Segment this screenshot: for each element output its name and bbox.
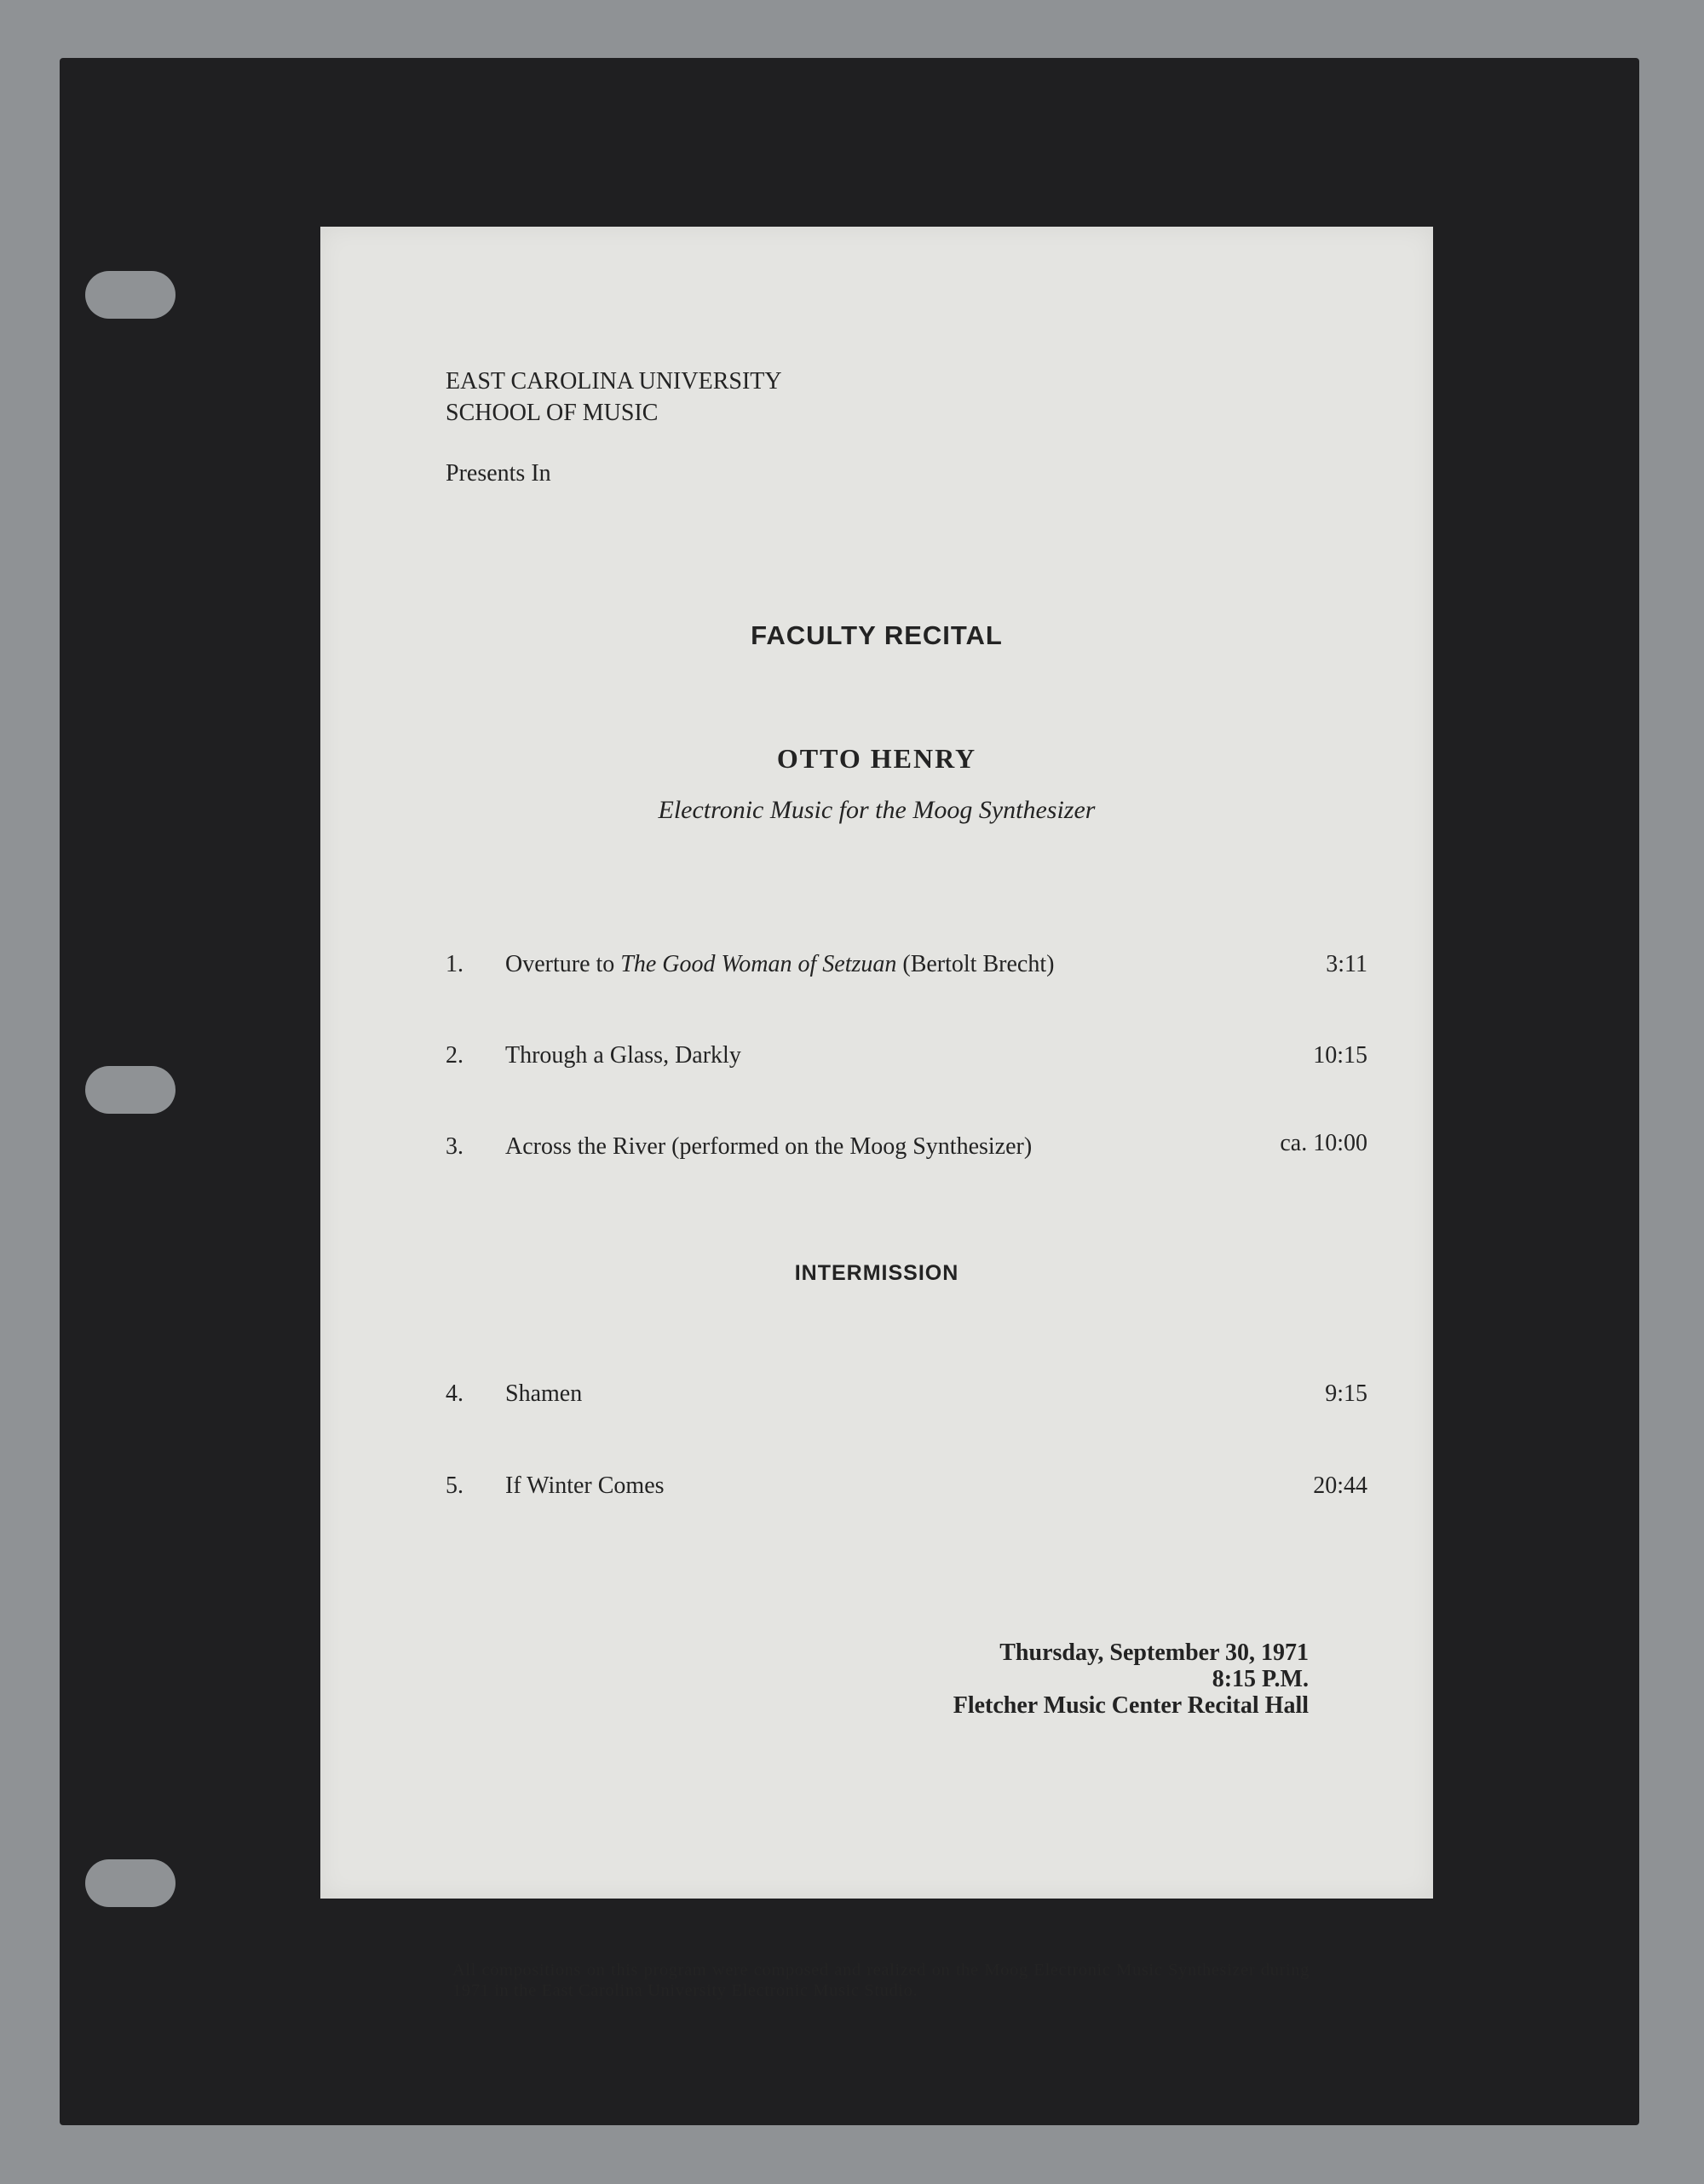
item-title: Through a Glass, Darkly xyxy=(505,1042,741,1069)
item-duration: 20:44 xyxy=(1313,1472,1367,1499)
item-number: 3. xyxy=(446,1133,463,1160)
punch-hole xyxy=(85,1066,176,1114)
recital-title: FACULTY RECITAL xyxy=(751,620,1003,650)
item-title: Overture to The Good Woman of Setzuan (Bertolt Brecht) xyxy=(505,951,1055,977)
institution-heading xyxy=(446,366,782,429)
program-item xyxy=(446,1472,1367,1507)
performer-name: OTTO HENRY xyxy=(776,743,977,774)
program-item xyxy=(446,1130,1367,1167)
item-duration: 10:15 xyxy=(1313,1042,1367,1069)
presents-text: Presents In xyxy=(446,460,551,487)
program-footnote: All compositions on this program were composed and realized on the Moog Electronic Music Synthesizer during 1971 in the East Carolina University Electronic Music Studio. xyxy=(452,1961,1310,2000)
item-title: Across the River (performed on the Moog Synthesizer) xyxy=(505,1133,1033,1160)
item-duration: 9:15 xyxy=(1325,1380,1367,1407)
punch-hole xyxy=(85,1859,176,1907)
program-item xyxy=(446,951,1367,985)
institution-line: EAST CAROLINA UNIVERSITY xyxy=(446,368,782,395)
punch-hole xyxy=(85,271,176,319)
item-duration: 3:11 xyxy=(1326,951,1367,977)
institution-line: SCHOOL OF MUSIC xyxy=(446,400,659,426)
event-date: Thursday, September 30, 1971 xyxy=(999,1639,1309,1666)
event-details xyxy=(953,1639,1309,1719)
item-title: Shamen xyxy=(505,1380,583,1407)
event-time: 8:15 P.M. xyxy=(1212,1666,1309,1692)
item-number: 1. xyxy=(446,951,463,977)
program-subtitle: Electronic Music for the Moog Synthesizer xyxy=(658,796,1096,824)
item-number: 5. xyxy=(446,1472,463,1499)
recital-program-sheet xyxy=(320,227,1433,2000)
item-duration: ca. 10:00 xyxy=(1280,1130,1367,1156)
program-item xyxy=(446,1042,1367,1076)
program-item xyxy=(446,1380,1367,1415)
event-venue: Fletcher Music Center Recital Hall xyxy=(953,1692,1309,1719)
item-number: 2. xyxy=(446,1042,463,1069)
intermission-label: INTERMISSION xyxy=(794,1261,959,1285)
item-title: If Winter Comes xyxy=(505,1472,665,1499)
item-number: 4. xyxy=(446,1380,463,1407)
